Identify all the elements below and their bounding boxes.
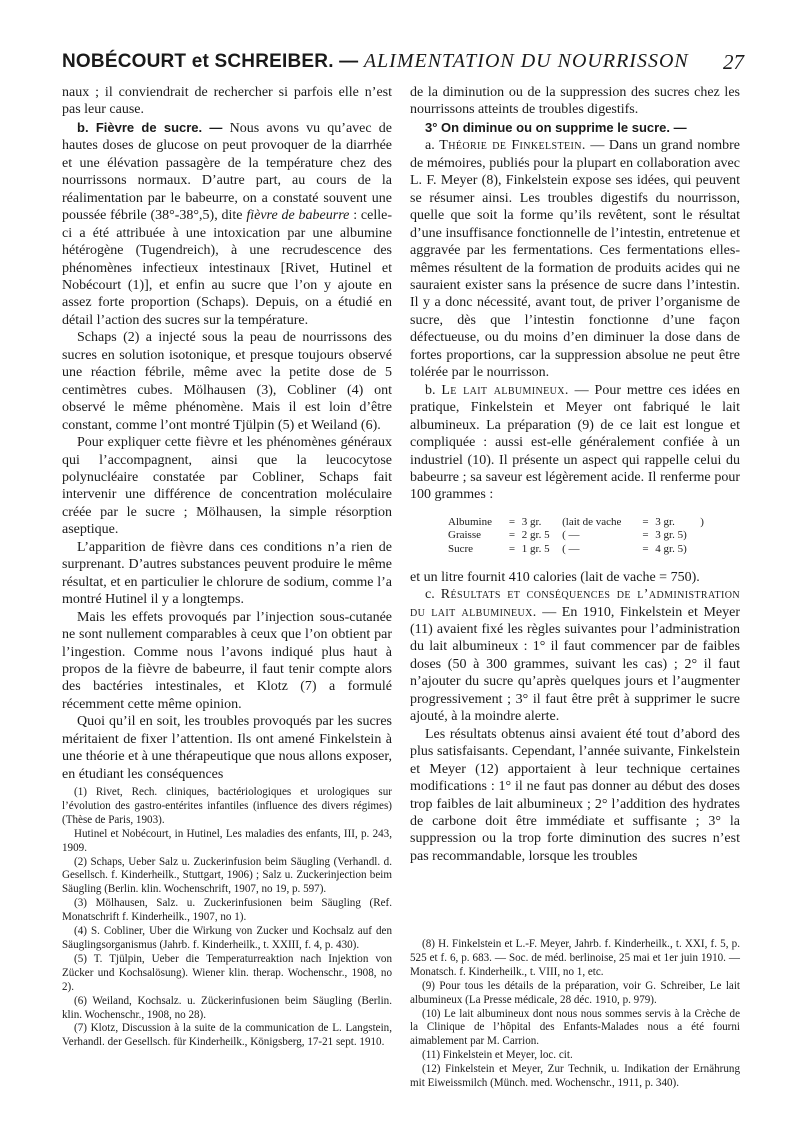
running-header-title: ALIMENTATION DU NOURRISSON (363, 50, 689, 72)
subheading: Résultats et conséquences de l’administration du lait albumineux. (410, 587, 740, 620)
table-row: Sucre = 1 gr. 5 ( — = 4 gr. 5) (448, 543, 687, 556)
paragraph: Schaps (2) a injecté sous la peau de nourrissons des sucres en solution isotonique, et presque toujours observé une réaction fébrile, même avec la petite dose de 5 centimètres cubes. Mölhausen (3), Cobliner (4) ont observé le même phénomène. Mais il est loin d’être constant, comme l’ont montré Tjülpin (5) et Weiland (6). (62, 330, 392, 433)
table-row: Graisse = 2 gr. 5 ( — = 3 gr. 5) (448, 529, 687, 542)
paragraph-theorie-finkelstein: a. Théorie de Finkelstein. — Dans un grand nombre de mémoires, publiés pour la plupart en collaboration avec L. F. Meyer (8), Finkelstein expose ses idées, qui peuvent se résumer ainsi. Les troubles digestifs du nourrisson, quelle que soit la forme qu’ils revêtent, sont le résultat d’une insuffisance fonctionnelle de l’intestin, entretenue et aggravée par les fermentations. Ces fermentations elles-mêmes résultent de la formation de produits acides qui ne sauraient exister sans la présence de sucre dans l’intestin. Il y a donc nécessité, avant tout, de priver l’organisme de sucre, dès que l’intestin fonctionne d’une façon défectueuse, ou du moins d’en diminuer la dose dans de fortes proportions, car la suppression absolue ne peut être tolérée par le nourrisson. (410, 138, 740, 381)
paragraph: Quoi qu’il en soit, les troubles provoqués par les sucres méritaient de fixer l’attention. Ils ont amené Finkelstein à une théorie et à une thérapeutique que nous allons exposer, en étudiant les conséquences (62, 714, 392, 782)
footnote: (8) H. Finkelstein et L.-F. Meyer, Jahrb. f. Kinderheilk., t. XXI, f. 5, p. 525 et f. 6, p. 683. — Soc. de méd. berlinoise, 25 mai et 1er juin 1910. — Monatsch. f. Kinderheilk., t. VIII, no 1, etc. (410, 938, 740, 978)
composition-table (446, 516, 708, 557)
footnotes-left (62, 786, 392, 1050)
paragraph: et un litre fournit 410 calories (lait de vache = 750). (410, 569, 700, 585)
running-header-authors: NOBÉCOURT et SCHREIBER. — ALIMENTATION DU NOURRISSON (62, 50, 689, 72)
paragraph: Pour expliquer cette fièvre et les phénomènes généraux qui l’accompagnent, ainsi que la leucocytose polynucléaire constatée par Cobliner, Schaps fait intervenir une différence de concentration moléculaire créée par le sucre ; Mölhausen, la simple résorption aseptique. (62, 435, 392, 538)
footnote: (6) Weiland, Kochsalz. u. Zückerinfusionen beim Säugling (Berlin. klin. Wochenschr., 1908, no 28). (62, 994, 392, 1021)
footnotes-right (410, 938, 740, 1091)
footnote: (12) Finkelstein et Meyer, Zur Technik, u. Indikation der Ernährung mit Eiweissmilch (Münch. med. Wochenschr., 1911, p. 340). (410, 1063, 740, 1090)
subheading: Le lait albumineux. (441, 382, 569, 398)
left-column (62, 84, 392, 783)
section-heading-fievre-de-sucre: b. Fièvre de sucre. — (77, 119, 223, 135)
paragraph-resultats: c. Résultats et conséquences de l’administration du lait albumineux. — En 1910, Finkelstein et Meyer (11) avaient fixé les règles suivantes pour l’administration du lait albumineux : 1° il faut commencer par de faibles doses (50 à 300 grammes, suivant les cas) ; 2° il faut n’ajouter du sucre qu’après quelques jours et l’augmenter progressivement ; 3° il faut être prêt à supprimer le sucre ajouté, à la moindre alerte. (410, 587, 740, 725)
footnote: (11) Finkelstein et Meyer, loc. cit. (422, 1049, 573, 1062)
paragraph: naux ; il conviendrait de rechercher si parfois elle n’est pas leur cause. (62, 85, 392, 118)
paragraph: de la diminution ou de la suppression des sucres chez les nourrissons atteints de troubles digestifs. (410, 85, 740, 118)
footnote: (2) Schaps, Ueber Salz u. Zuckerinfusion beim Säugling (Verhandl. d. Gesellsch. f. Kinderheilk., Stuttgart, 1906) ; Salz u. Zuckerinjection beim Säugling (Berlin. klin. Wochenschrift, 1907, no 19, p. 597). (62, 855, 392, 896)
page-number: 27 (723, 50, 744, 74)
running-header (62, 44, 744, 78)
paragraph: Les résultats obtenus ainsi avaient été tout d’abord des plus satisfaisants. Cependant, l’année suivante, Finkelstein et Meyer (12) apportaient à leur technique certaines modifications : 1° il ne faut pas donner au début des doses trop faibles de lait albumineux ; 2° l’addition des hydrates de carbone doit être immédiate et suffisante ; 3° la suppression ou la trop forte diminution des sucres n’est pas recommandable, lorsque les troubles (410, 726, 740, 864)
footnote: Hutinel et Nobécourt, in Hutinel, Les maladies des enfants, III, p. 243, 1909. (62, 827, 392, 854)
paragraph: Mais les effets provoqués par l’injection sous-cutanée ne sont nullement comparables à ceux que l’on obtient par l’ingestion. Comme nous l’avons indiqué plus haut à propos de la fièvre de babeurre, il faut tenir compte alors des bactéries intestinales, et Klotz (7) a formulé récemment cette même opinion. (62, 609, 392, 712)
footnote: (10) Le lait albumineux dont nous nous sommes servis à la Crèche de la Clinique de l’hôpital des Enfants-Malades nous a été fourni aimablement par M. Carrion. (410, 1007, 740, 1048)
footnote: (9) Pour tous les détails de la préparation, voir G. Schreiber, Le lait albumineux (La Presse médicale, 28 déc. 1910, p. 979). (410, 979, 740, 1006)
section-heading-sucre: 3° On diminue ou on supprime le sucre. — (425, 119, 687, 135)
footnote: (1) Rivet, Rech. cliniques, bactériologiques et urologiques sur l’évolution des gastro-entérites infantiles (influence des divers régimes) (Thèse de Paris, 1903). (62, 786, 392, 826)
footnote: (5) T. Tjülpin, Ueber die Temperaturreaktion nach Injektion von Zücker und Kochsalösung). Wiener klin. therap. Wochenschr., 1908, no 2). (62, 952, 392, 993)
paragraph-fievre-de-sucre: b. Fièvre de sucre. — Nous avons vu qu’avec de hautes doses de glucose on peut provoquer de la diarrhée et une élévation passagère de la température chez des nourrissons normaux. D’autre part, au cours de la réalimentation par le babeurre, on a constaté souvent une poussée fébrile (38°-38°,5), dite fièvre de babeurre : celle-ci a été attribuée à une intoxication par une albumine hétérogène (Tugendreich), à une recrudescence des phénomènes infectieux intestinaux [Rivet, Hutinel et Nobécourt (1)], et enfin au sucre que l’on y ajoute en assez forte proportion (Schaps). Depuis, on a étudié en détail l’action des sucres sur la température. (62, 119, 392, 328)
paragraph-lait-albumineux: b. Le lait albumineux. — Pour mettre ces idées en pratique, Finkelstein et Meyer ont fabriqué le lait albumineux. La préparation (9) de ce lait est longue et compliquée : aussi est-elle généralement confiée à un industriel (10). Il présente un aspect qui rappelle celui du babeurre ; sa saveur est légèrement acide. Il renferme pour 100 grammes : (410, 382, 741, 503)
right-column (410, 84, 740, 865)
footnote: (4) S. Cobliner, Uber die Wirkung von Zucker und Kochsalz auf den Säuglingsorganismus (Jahrb. f. Kinderheilk., t. XXIII, f. 4, p. 430). (62, 925, 392, 951)
table-row: Albumine = 3 gr. (lait de vache = 3 gr. ) (448, 515, 704, 528)
footnote: (3) Mölhausen, Salz. u. Zuckerinfusionen beim Säugling (Ref. Monatschrift f. Kinderheilk., 1907, no 1). (62, 897, 392, 924)
footnote: (7) Klotz, Discussion à la suite de la communication de L. Langstein, Verhandl. der Gesellsch. für Kinderheilk., Königsberg, 17-21 sept. 1910. (62, 1022, 392, 1049)
subheading: Théorie de Finkelstein. (439, 138, 586, 154)
paragraph: L’apparition de fièvre dans ces conditions n’a rien de surprenant. D’autres substances peuvent produire le même résultat, et en particulier le chlorure de sodium, comme l’a montré Hutinel il y a longtemps. (62, 539, 392, 608)
